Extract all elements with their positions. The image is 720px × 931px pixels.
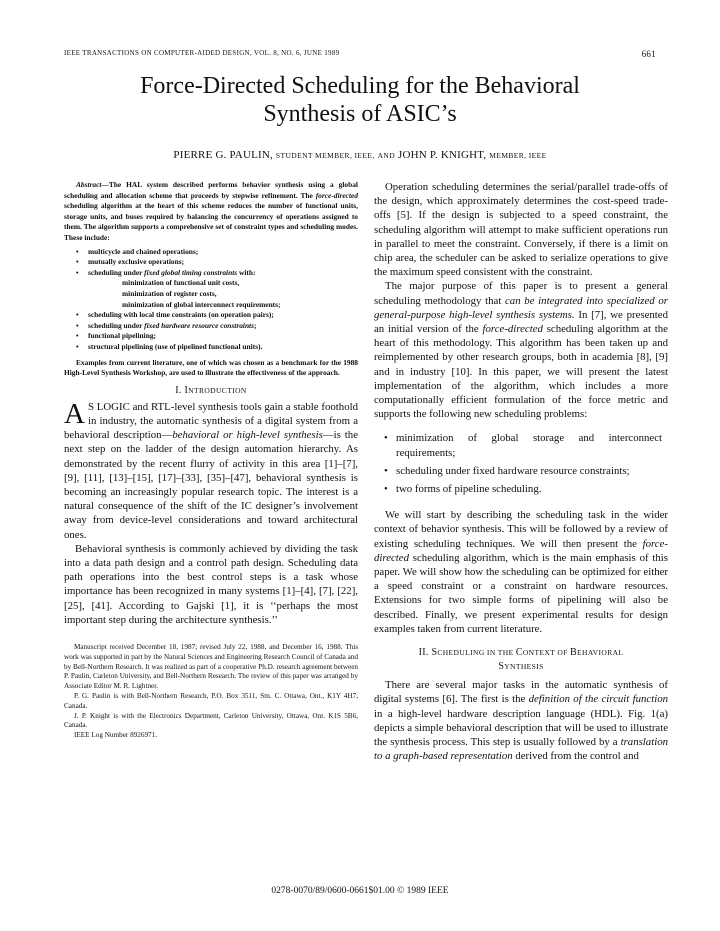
author-conjunction: AND: [377, 151, 396, 160]
bullet-icon: •: [76, 331, 79, 341]
drop-cap: A: [64, 397, 85, 430]
copyright-line: 0278-0070/89/0600-0661$01.00 © 1989 IEEE: [271, 886, 449, 896]
bullet-icon: •: [76, 320, 79, 330]
right-column-body: [374, 180, 668, 421]
title-line-1: Force-Directed Scheduling for the Behavioral: [140, 73, 580, 99]
section-heading-scheduling-context: II. SCHEDULING IN THE CONTEXT OF BEHAVIORAL SYNTHESIS: [418, 647, 624, 673]
paragraph-outline: We will start by describing the scheduling task in the wider context of behavior synthesis. This will be followed by a review of existing scheduling techniques. We will then present the force-directed scheduling algorithm, which is the main emphasis of this paper. We will show how the scheduling can be optimized for either a speed constraint or a constraint on hardware resources. Extensions for two simple forms of pipelining will also be described. Finally, we present experimental results for design examples taken from current literature.: [374, 509, 668, 635]
section2-body: [374, 678, 668, 763]
paper-title: [60, 72, 660, 128]
list-item: • two forms of pipeline scheduling.: [384, 483, 542, 496]
list-item: • functional pipelining;: [76, 331, 156, 341]
right-column: [374, 180, 668, 763]
title-line-2: Synthesis of ASIC’s: [263, 101, 457, 127]
abstract-paragraph-2: Examples from current literature, one of which was chosen as a benchmark for the 1988 High-Level Synthesis Workshop, are used to illustrate the effectiveness of the approach.: [64, 357, 358, 378]
list-item: • mutually exclusive operations;: [76, 257, 185, 267]
list-subitem: minimization of global interconnect requirements;: [122, 299, 281, 309]
bullet-icon: •: [76, 310, 79, 320]
bullet-icon: •: [384, 483, 388, 496]
bullet-icon: •: [384, 464, 388, 477]
list-item: • scheduling under fixed global timing constraints with:: [76, 267, 256, 277]
paragraph-synthesis-tasks: There are several major tasks in the automatic synthesis of digital systems [6]. The first is the definition of the circuit function in a high-level hardware description language (HDL). Fig. 1(a) depicts a simple behavioral description that will be used to illustrate the synthesis process. This step is usually followed by a translation to a graph-based representation derived from the control and: [374, 679, 668, 763]
section-heading-introduction: I. INTRODUCTION: [175, 384, 247, 396]
paragraph-scheduling: Operation scheduling determines the serial/parallel trade-offs of the design, which approximately determines the cost-speed trade-offs [5]. If the design is subjected to a speed constraint, the scheduling algorithm will attempt to make sufficient operations run in parallel to meet the constraint. Conversely, if there is a limit on chip area, the scheduler can be asked to serialize operations to give the maximum speed consistent with the constraint.: [374, 181, 668, 279]
list-item: • scheduling under fixed hardware resource constraints;: [384, 464, 630, 477]
journal-citation: IEEE TRANSACTIONS ON COMPUTER-AIDED DESIGN, VOL. 8, NO. 6, JUNE 1989: [64, 49, 340, 57]
abstract: [64, 180, 358, 379]
list-item: • scheduling under fixed hardware resource constraints;: [76, 320, 257, 330]
list-item: • structural pipelining (use of pipelined functional units).: [76, 341, 263, 351]
list-item: • minimization of global storage and interconnect requirements;: [384, 432, 662, 459]
footnotes: [64, 643, 358, 741]
page-number: 661: [641, 49, 656, 59]
list-item: • scheduling with local time constraints (on operation pairs);: [76, 310, 274, 320]
author-line: [60, 149, 660, 161]
author-1-role: STUDENT MEMBER, IEEE,: [275, 151, 375, 160]
list-subitem: minimization of functional unit costs,: [122, 278, 240, 288]
list-subitem: minimization of register costs,: [122, 288, 217, 298]
author-1-name: PIERRE G. PAULIN,: [173, 149, 273, 161]
bullet-icon: •: [76, 246, 79, 256]
footnote-author-2: J. P. Knight is with the Electronics Department, Carleton University, Ottawa, Ont. K1S 5B6, Canada.: [64, 711, 358, 730]
abstract-paragraph-1: Abstract—The HAL system described performs behavior synthesis using a global scheduling and allocation scheme that proceeds by stepwise refinement. The force-directed scheduling algorithm at the heart of this scheme reduces the number of functional units, storage units, and buses required by balancing the concurrency of operations assigned to them. The algorithm supports a comprehensive set of constraint types and scheduling modes. These include:: [64, 180, 358, 242]
author-2-name: JOHN P. KNIGHT,: [397, 149, 487, 161]
list-item: • multicycle and chained operations;: [76, 246, 199, 256]
introduction-body: [64, 397, 358, 627]
bullet-icon: •: [76, 257, 79, 267]
author-2-role: MEMBER, IEEE: [489, 151, 547, 160]
abstract-label: Abstract—: [76, 180, 109, 189]
left-column: [64, 180, 358, 741]
new-problems-list: [374, 431, 668, 496]
footnote-manuscript: Manuscript received December 18, 1987; revised July 22, 1988, and December 16, 1988. This work was supported in part by the Natural Sciences and Engineering Research Council of Canada and by Bell-Northern Research. It was realized as part of a cooperative Ph.D. research agreement between P. Paulin, Carleton University, and Bell-Northern Research. The review of this paper was arranged by Associate Editor M. R. Lightner.: [64, 642, 358, 691]
bullet-icon: •: [76, 267, 79, 277]
bullet-icon: •: [384, 432, 388, 445]
outline-body: [374, 508, 668, 636]
intro-paragraph-1: A S LOGIC and RTL-level synthesis tools gain a stable foothold in industry, the automatic synthesis of a digital system from a behavioral description—behavioral or high-level synthesis—is the next step on the ladder of the design automation hierarchy. As demonstrated by the recent flurry of activity in this area [1]–[7], [9], [11], [13]–[15], [17]–[33], [35]–[47], behavioral synthesis is becoming an increasingly popular research topic. The interest is a natural consequence of the shift of the IC designer’s involvement away from device-level considerations and toward architectural ones.: [64, 397, 358, 541]
running-head: [64, 49, 656, 61]
intro-paragraph-2: Behavioral synthesis is commonly achieved by dividing the task into a data path design and a control path design. Scheduling data path operations into the best control steps is a task whose importance has been recognized in many systems [1]–[4], [7], [22], [25], [41]. According to Gajski [1], it is ‘‘perhaps the most important step during the architecture synthesis.’’: [64, 542, 358, 626]
abstract-feature-list: [64, 247, 358, 353]
footnote-log-number: IEEE Log Number 8926971.: [74, 731, 158, 740]
footnote-author-1: P. G. Paulin is with Bell-Northern Research, P.O. Box 3511, Stn. C. Ottawa, Ont., K1Y 4H7, Canada.: [64, 691, 358, 710]
bullet-icon: •: [76, 341, 79, 351]
paragraph-purpose: The major purpose of this paper is to present a general scheduling methodology that can be integrated into specialized or general-purpose high-level synthesis systems. In [7], we presented an initial version of the force-directed scheduling algorithm at the heart of this methodology. This algorithm has been taken up and reimplemented by other research groups, both in academia [8], [9] and in industry [10]. In this paper, we will present the latest implementation of the algorithm, which includes a more computationally efficient formulation of the force metric and supports the following new scheduling problems:: [374, 280, 668, 421]
